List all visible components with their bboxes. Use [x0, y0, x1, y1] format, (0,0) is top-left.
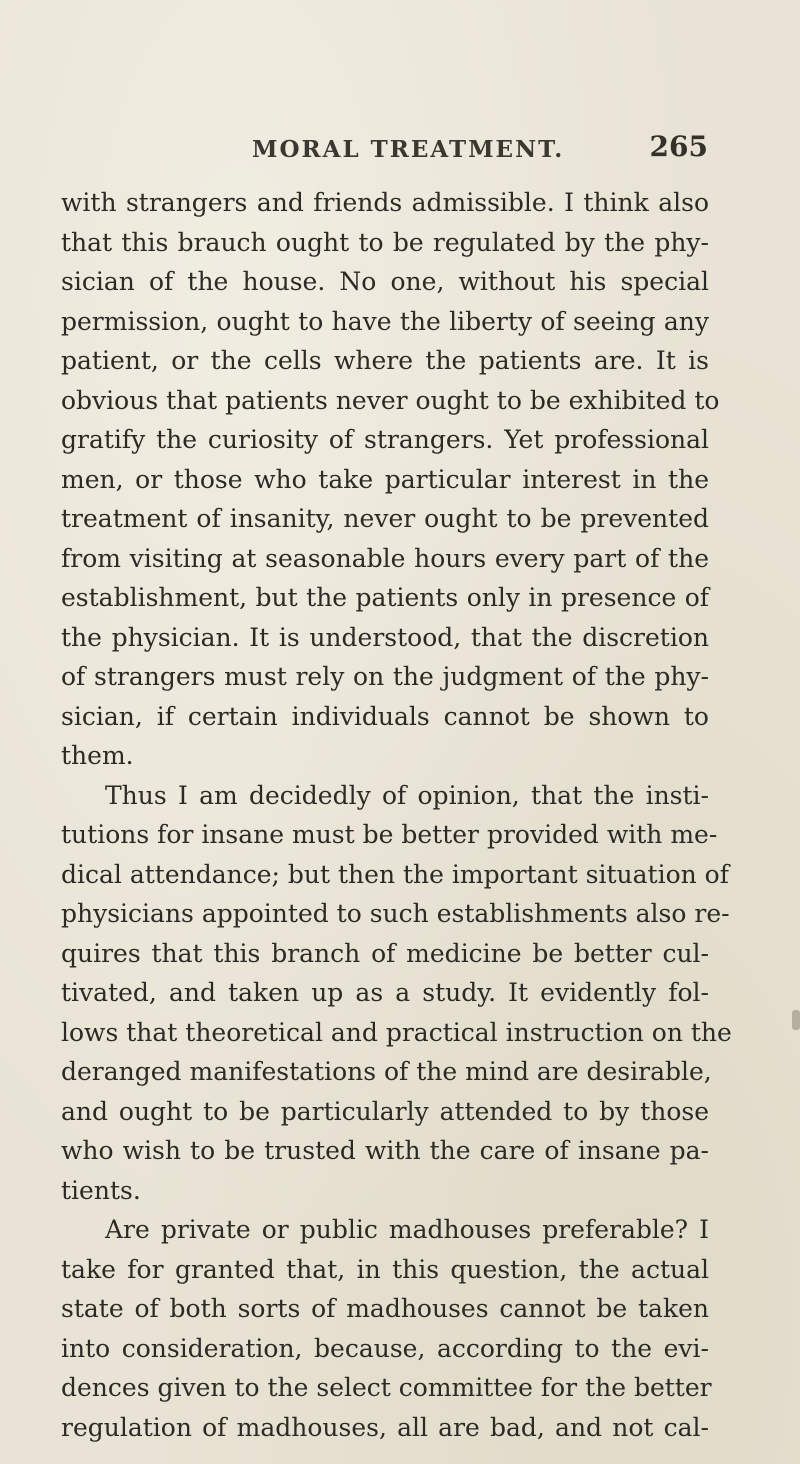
text-line: men, or those who take particular interest in the	[61, 464, 709, 494]
text-line: sician, if certain individuals cannot be shown to	[61, 701, 709, 731]
text-line: take for granted that, in this question, the actual	[61, 1254, 709, 1284]
text-line: with strangers and friends admissible. I think also	[61, 188, 709, 217]
text-line: that this brauch ought to be regulated by the phy-	[61, 227, 709, 257]
text-line: of strangers must rely on the judgment of the phy-	[61, 662, 709, 691]
text-line: lows that theoretical and practical instruction on the	[61, 1017, 732, 1047]
running-head	[252, 130, 708, 170]
text-line: into consideration, because, according to the evi-	[61, 1333, 709, 1363]
text-line: tivated, and taken up as a study. It evidently fol-	[61, 978, 709, 1007]
text-line: tutions for insane must be better provided with me-	[61, 820, 718, 849]
text-line: establishment, but the patients only in presence of	[61, 583, 709, 612]
text-line: permission, ought to have the liberty of seeing any	[61, 306, 709, 336]
paper-blemish	[792, 1010, 800, 1030]
paragraph-start-line: Thus I am decidedly of opinion, that the insti-	[105, 780, 709, 810]
text-line: deranged manifestations of the mind are desirable,	[61, 1057, 712, 1086]
text-line: treatment of insanity, never ought to be prevented	[61, 504, 709, 533]
text-line: dences given to the select committee for the better	[61, 1373, 712, 1402]
page-number: 265	[649, 130, 708, 163]
text-line: who wish to be trusted with the care of insane pa-	[61, 1136, 709, 1165]
text-line: state of both sorts of madhouses cannot be taken	[61, 1294, 709, 1323]
text-line: quires that this branch of medicine be better cul-	[61, 938, 709, 968]
text-line: from visiting at seasonable hours every part of the	[61, 543, 709, 573]
paragraph-end-line: tients.	[61, 1175, 141, 1205]
paragraph-start-line: Are private or public madhouses preferable? I	[105, 1215, 709, 1244]
text-line: patient, or the cells where the patients are. It is	[61, 346, 709, 375]
body-text	[61, 183, 732, 1447]
text-line: and ought to be particularly attended to by those	[61, 1096, 709, 1126]
text-line: physicians appointed to such establishments also re-	[61, 899, 730, 928]
text-line: dical attendance; but then the important situation of	[61, 859, 729, 889]
text-line: regulation of madhouses, all are bad, and not cal-	[61, 1412, 709, 1442]
paragraph-end-line: them.	[61, 741, 134, 770]
text-line: the physician. It is understood, that the discretion	[61, 622, 709, 652]
text-line: gratify the curiosity of strangers. Yet professional	[61, 425, 709, 454]
running-title: MORAL TREATMENT.	[252, 136, 565, 163]
text-line: obvious that patients never ought to be exhibited to	[61, 385, 720, 415]
text-line: sician of the house. No one, without his special	[61, 267, 709, 296]
